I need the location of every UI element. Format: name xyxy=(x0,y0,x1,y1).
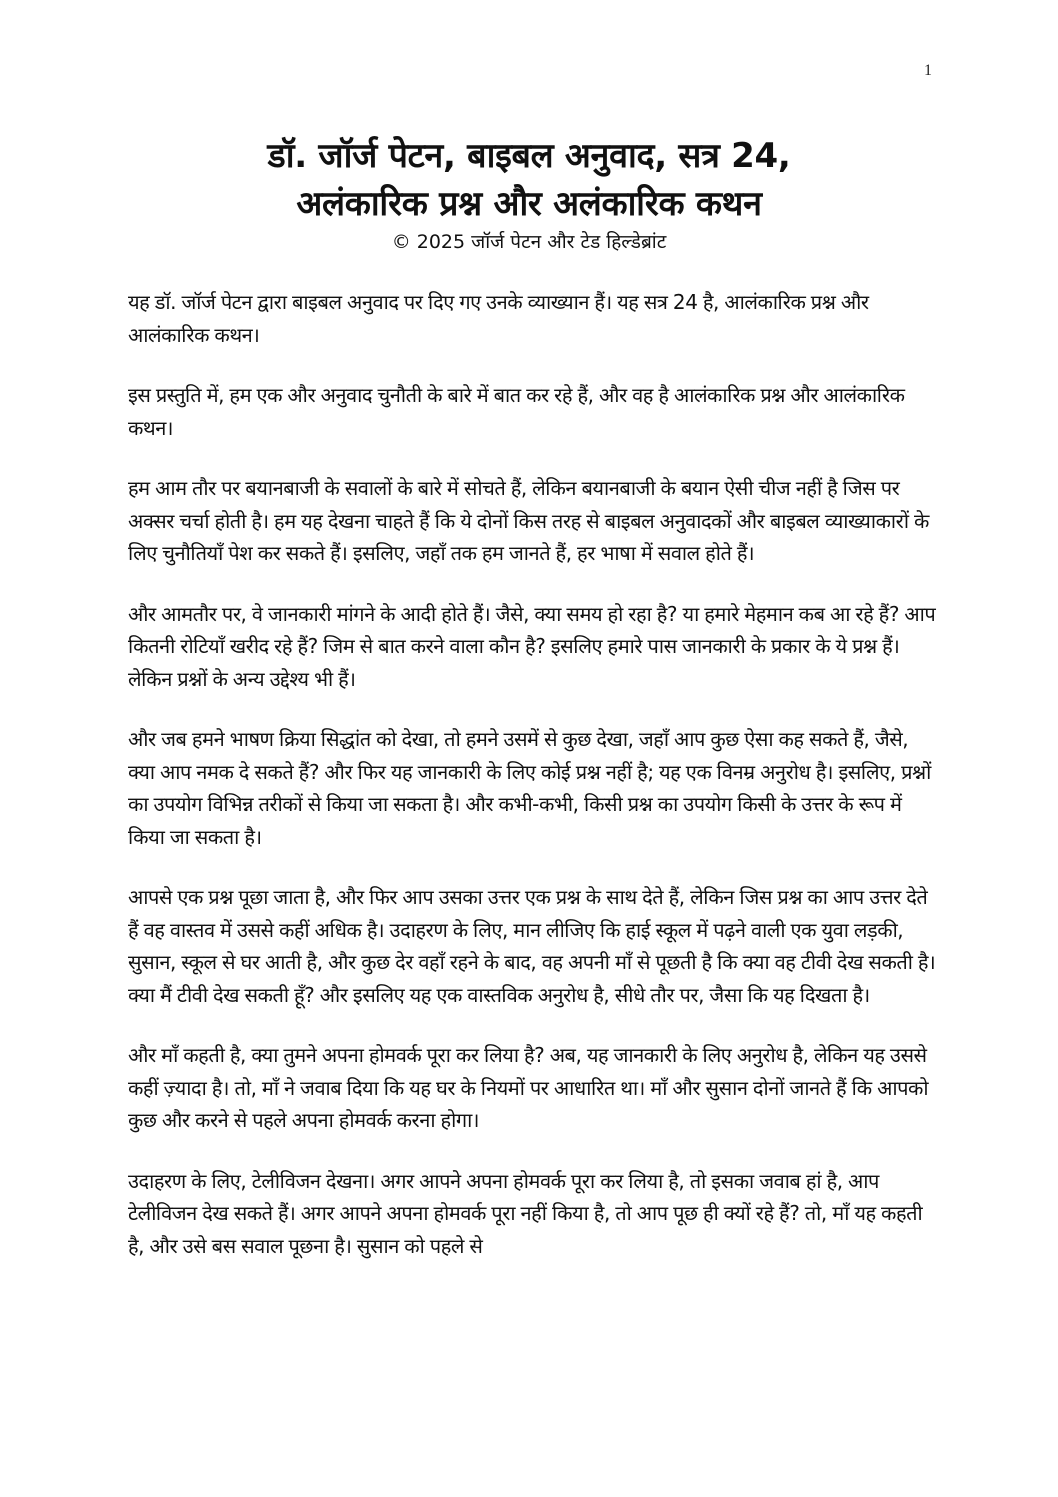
document-header xyxy=(128,132,930,254)
paragraph-6: आपसे एक प्रश्न पूछा जाता है, और फिर आप उसका उत्तर एक प्रश्न के साथ देते हैं, लेकिन जिस प्रश्न का आप उत्तर देते हैं वह वास्तव में उससे कहीं अधिक है। उदाहरण के लिए, मान लीजिए कि हाई स्कूल में पढ़ने वाली एक युवा लड़की, सुसान, स्कूल से घर आती है, और कुछ देर वहाँ रहने के बाद, वह अपनी माँ से पूछती है कि क्या वह टीवी देख सकती है। क्या मैं टीवी देख सकती हूँ? और इसलिए यह एक वास्तविक अनुरोध है, सीधे तौर पर, जैसा कि यह दिखता है। xyxy=(128,885,936,1007)
document-body xyxy=(128,286,936,1290)
title-line-1: डॉ. जॉर्ज पेटन, बाइबल अनुवाद, सत्र 24, xyxy=(267,136,791,176)
paragraph-2: इस प्रस्तुति में, हम एक और अनुवाद चुनौती के बारे में बात कर रहे हैं, और वह है आलंकारिक प्रश्न और आलंकारिक कथन। xyxy=(128,383,905,440)
page-number: 1 xyxy=(924,62,932,79)
paragraph-8: उदाहरण के लिए, टेलीविजन देखना। अगर आपने अपना होमवर्क पूरा कर लिया है, तो इसका जवाब हां है, आप टेलीविजन देख सकते हैं। अगर आपने अपना होमवर्क पूरा नहीं किया है, तो आप पूछ ही क्यों रहे हैं? तो, माँ यह कहती है, और उसे बस सवाल पूछना है। सुसान को पहले से xyxy=(128,1168,923,1258)
paragraph-3: हम आम तौर पर बयानबाजी के सवालों के बारे में सोचते हैं, लेकिन बयानबाजी के बयान ऐसी चीज नहीं है जिस पर अक्सर चर्चा होती है। हम यह देखना चाहते हैं कि ये दोनों किस तरह से बाइबल अनुवादकों और बाइबल व्याख्याकारों के लिए चुनौतियाँ पेश कर सकते हैं। इसलिए, जहाँ तक हम जानते हैं, हर भाषा में सवाल होते हैं। xyxy=(128,476,929,565)
paragraph-5: और जब हमने भाषण क्रिया सिद्धांत को देखा, तो हमने उसमें से कुछ देखा, जहाँ आप कुछ ऐसा कह सकते हैं, जैसे, क्या आप नमक दे सकते हैं? और फिर यह जानकारी के लिए कोई प्रश्न नहीं है; यह एक विनम्र अनुरोध है। इसलिए, प्रश्नों का उपयोग विभिन्न तरीकों से किया जा सकता है। और कभी-कभी, किसी प्रश्न का उपयोग किसी के उत्तर के रूप में किया जा सकता है। xyxy=(128,727,931,849)
paragraph-7: और माँ कहती है, क्या तुमने अपना होमवर्क पूरा कर लिया है? अब, यह जानकारी के लिए अनुरोध है, लेकिन यह उससे कहीं ज़्यादा है। तो, माँ ने जवाब दिया कि यह घर के नियमों पर आधारित था। माँ और सुसान दोनों जानते हैं कि आपको कुछ और करने से पहले अपना होमवर्क करना होगा। xyxy=(128,1043,929,1132)
copyright-notice: © 2025 जॉर्ज पेटन और टेड हिल्डेब्रांट xyxy=(391,231,667,253)
title-line-2: अलंकारिक प्रश्न और अलंकारिक कथन xyxy=(296,184,762,224)
paragraph-1: यह डॉ. जॉर्ज पेटन द्वारा बाइबल अनुवाद पर दिए गए उनके व्याख्यान हैं। यह सत्र 24 है, आलंकारिक प्रश्न और आलंकारिक कथन। xyxy=(128,290,869,347)
document-title xyxy=(128,132,930,228)
paragraph-4: और आमतौर पर, वे जानकारी मांगने के आदी होते हैं। जैसे, क्या समय हो रहा है? या हमारे मेहमान कब आ रहे हैं? आप कितनी रोटियाँ खरीद रहे हैं? जिम से बात करने वाला कौन है? इसलिए हमारे पास जानकारी के प्रकार के ये प्रश्न हैं। लेकिन प्रश्नों के अन्य उद्देश्य भी हैं। xyxy=(128,601,936,691)
